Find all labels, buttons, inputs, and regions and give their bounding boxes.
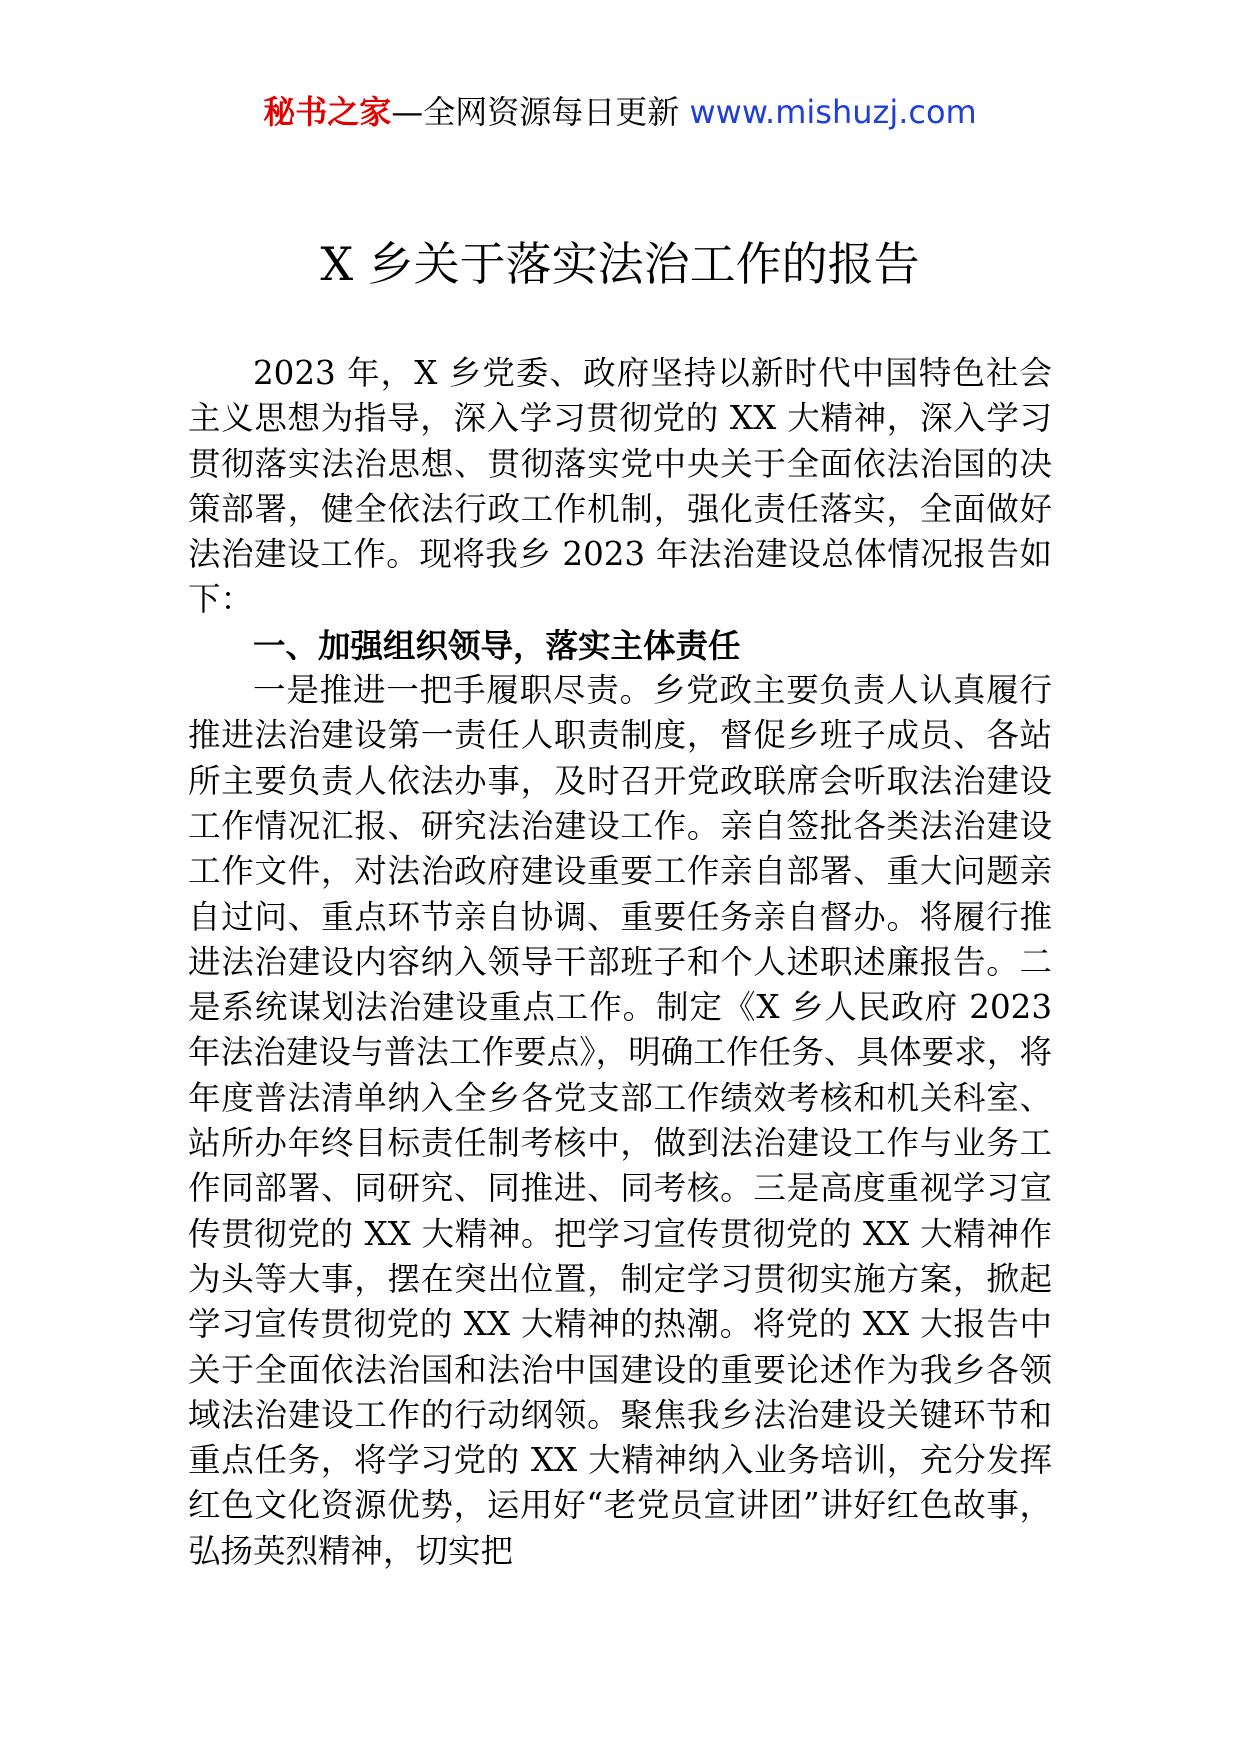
section-paragraph: 一是推进一把手履职尽责。乡党政主要负责人认真履行推进法治建设第一责任人职责制度，督促乡班子成员、各站所主要负责人依法办事，及时召开党政联席会听取法治建设工作情况汇报、研究法治建设工作。亲自签批各类法治建设工作文件，对法治政府建设重要工作亲自部署、重大问题亲自过问、重点环节亲自协调、重要任务亲自督办。将履行推进法治建设内容纳入领导干部班子和个人述职述廉报告。二是系统谋划法治建设重点工作。制定《X 乡人民政府 2023 年法治建设与普法工作要点》，明确工作任务、具体要求，将年度普法清单纳入全乡各党支部工作绩效考核和机关科室、站所办年终目标责任制考核中，做到法治建设工作与业务工作同部署、同研究、同推进、同考核。三是高度重视学习宣传贯彻党的 XX 大精神。把学习宣传贯彻党的 XX 大精神作为头等大事，摆在突出位置，制定学习贯彻实施方案，掀起学习宣传贯彻党的 XX 大精神的热潮。将党的 XX 大报告中关于全面依法治国和法治中国建设的重要论述作为我乡各领域法治建设工作的行动纲领。聚焦我乡法治建设关键环节和重点任务，将学习党的 XX 大精神纳入业务培训，充分发挥红色文化资源优势，运用好“老党员宣讲团”讲好红色故事，弘扬英烈精神，切实把 [188,671,1052,1570]
site-header [0,92,1240,132]
site-brand: 秘书之家 [263,93,392,131]
document-body [188,351,1052,1574]
section-heading: 一、加强组织领导，落实主体责任 [253,625,741,665]
site-url-link[interactable]: www.mishuzj.com [689,93,977,131]
document-title: X 乡关于落实法治工作的报告 [320,237,920,291]
intro-paragraph: 2023 年，X 乡党委、政府坚持以新时代中国特色社会主义思想为指导，深入学习贯彻党的 XX 大精神，深入学习贯彻落实法治思想、贯彻落实党中央关于全面依法治国的决策部署，健全依法行政工作机制，强化责任落实，全面做好法治建设工作。现将我乡 2023 年法治建设总体情况报告如下： [188,354,1052,619]
site-slogan: —全网资源每日更新 [391,93,680,131]
